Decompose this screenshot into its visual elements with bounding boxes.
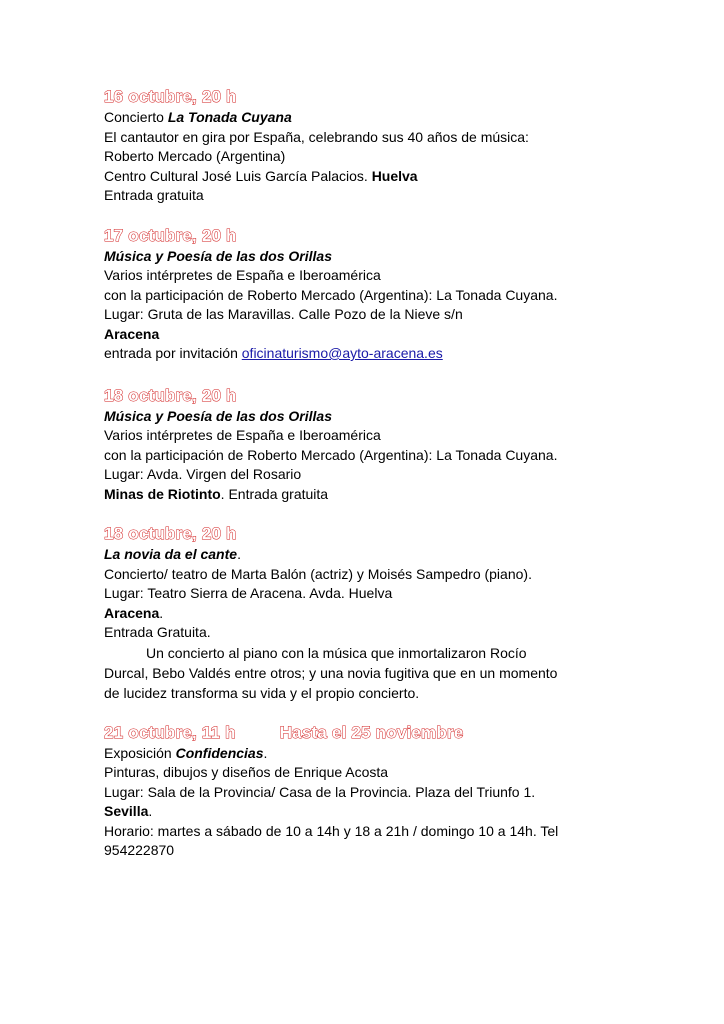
- event-performer: con la participación de Roberto Mercado (Argentina): La Tonada Cuyana.: [104, 286, 558, 303]
- event-admission: Entrada gratuita: [104, 187, 204, 203]
- event-date-heading: 18 octubre, 20 h: [104, 385, 237, 405]
- event-date-heading: 16 octubre, 20 h: [104, 87, 237, 106]
- event-performer: Roberto Mercado (Argentina): [104, 148, 286, 164]
- email-link[interactable]: oficinaturismo@ayto-aracena.es: [241, 345, 443, 361]
- event-city-line: [104, 802, 684, 822]
- event-date-heading: 18 octubre, 20 h: [104, 524, 237, 543]
- event-city: Huelva: [371, 167, 418, 184]
- event-synopsis: [104, 643, 564, 703]
- event-block: [104, 385, 684, 505]
- event-admission: . Entrada gratuita: [220, 485, 329, 502]
- event-admission: Entrada Gratuita.: [104, 624, 211, 640]
- event-type: Exposición: [104, 744, 176, 761]
- event-venue: Centro Cultural José Luis García Palacios.: [104, 167, 372, 184]
- event-admission-line: [104, 344, 684, 364]
- event-city: Sevilla: [104, 803, 149, 819]
- event-performer: con la participación de Roberto Mercado (Argentina): La Tonada Cuyana.: [104, 446, 558, 463]
- event-venue: Lugar: Gruta de las Maravillas. Calle Pozo de la Nieve s/n: [104, 306, 463, 322]
- event-title-line: [104, 744, 684, 764]
- event-city-suffix: .: [148, 803, 153, 819]
- event-title-suffix: .: [237, 546, 241, 562]
- event-schedule: Horario: martes a sábado de 10 a 14h y 18 a 21h / domingo 10 a 14h. Tel: [104, 822, 559, 839]
- event-venue: Lugar: Teatro Sierra de Aracena. Avda. Huelva: [104, 585, 393, 601]
- event-date: 21 octubre, 11 h: [104, 722, 236, 742]
- event-description: Concierto/ teatro de Marta Balón (actriz) y Moisés Sampedro (piano).: [104, 565, 532, 582]
- event-venue: Lugar: Sala de la Provincia/ Casa de la Provincia. Plaza del Triunfo 1.: [104, 783, 536, 800]
- event-title-suffix: .: [263, 744, 268, 761]
- event-description: El cantautor en gira por España, celebrando sus 40 años de música:: [104, 128, 529, 145]
- event-city: Aracena: [104, 604, 160, 621]
- event-block: [104, 225, 684, 364]
- event-description: Varios intérpretes de España e Iberoamérica: [104, 427, 381, 443]
- event-venue: Lugar: Avda. Virgen del Rosario: [104, 466, 302, 482]
- event-title: La Tonada Cuyana: [167, 109, 292, 125]
- document-page: [104, 86, 684, 861]
- event-phone: 954222870: [104, 842, 175, 858]
- event-title: Música y Poesía de las dos Orillas: [104, 247, 332, 264]
- event-title-line: [104, 108, 684, 128]
- event-title: La novia da el cante: [104, 546, 238, 562]
- event-city: Minas de Riotinto: [104, 485, 221, 502]
- event-title-line: [104, 545, 684, 565]
- event-date-heading: [104, 722, 684, 744]
- event-description: Varios intérpretes de España e Iberoamérica: [104, 267, 381, 283]
- event-date-heading: 17 octubre, 20 h: [104, 225, 237, 245]
- event-city: Aracena: [104, 325, 160, 342]
- event-city-suffix: .: [159, 604, 164, 621]
- event-city-line: [104, 485, 684, 505]
- event-block: [104, 722, 684, 861]
- event-title: Confidencias: [175, 744, 264, 761]
- event-synopsis-text: Un concierto al piano con la música que inmortalizaron Rocío Durcal, Bebo Valdés entre otros; y una novia fugitiva que en un momento de lucidez transforma su vida y el propio concierto.: [104, 644, 558, 701]
- event-venue-line: [104, 167, 684, 187]
- event-city-line: [104, 604, 684, 624]
- event-end-date: Hasta el 25 noviembre: [279, 722, 464, 742]
- event-description: Pinturas, dibujos y diseños de Enrique Acosta: [104, 764, 389, 780]
- event-title: Música y Poesía de las dos Orillas: [104, 407, 332, 424]
- event-admission: entrada por invitación: [104, 345, 242, 361]
- event-block: [104, 523, 684, 703]
- event-block: [104, 86, 684, 206]
- event-type: Concierto: [104, 109, 168, 125]
